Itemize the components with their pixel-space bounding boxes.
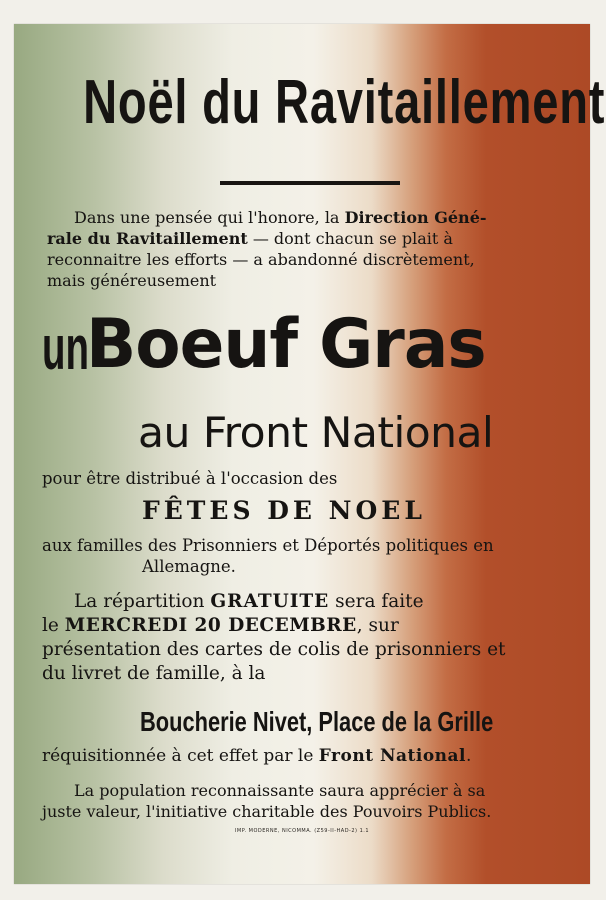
intro-line-3: reconnaitre les efforts — a abandonné discrètement, (47, 250, 475, 269)
ravitaillement-text: rale du Ravitaillement (47, 229, 248, 248)
headline-front-national: au Front National (138, 408, 494, 457)
gratuite-text: GRATUITE (210, 591, 330, 612)
population-line-1: La population reconnaissante saura apprécier à sa (74, 781, 486, 800)
repartition-text: , sur (356, 615, 399, 636)
families-line-2: Allemagne. (142, 557, 236, 576)
repartition-text: le (42, 615, 65, 636)
requisition-text: . (466, 746, 472, 766)
boucherie-nivet: Boucherie Nivet, Place de la Grille (140, 706, 494, 737)
intro-line-1 (74, 208, 487, 227)
date-text: MERCREDI 20 DECEMBRE (64, 615, 357, 636)
intro-text: — dont chacun se plait à (247, 229, 453, 248)
title-underline (220, 181, 400, 185)
intro-line-2 (47, 229, 453, 248)
repartition-line-3: présentation des cartes de colis de prisonniers et (42, 639, 506, 660)
poster (14, 24, 606, 884)
headline-boeuf-gras: Boeuf Gras (86, 305, 486, 384)
repartition-text: sera faite (329, 591, 424, 612)
poster-title: Noël du Ravitaillement (83, 68, 606, 137)
requisition-line (42, 747, 471, 766)
headline-un: un (42, 314, 89, 383)
printer-imprint: IMP. MODERNE, NICOMMA. (Z59-II-HAD-2) 1.1 (234, 828, 370, 834)
distribution-line: pour être distribué à l'occasion des (42, 469, 338, 488)
repartition-text: La répartition (74, 591, 211, 612)
repartition-line-2 (42, 615, 399, 637)
families-line-1: aux familles des Prisonniers et Déportés politiques en (42, 536, 494, 555)
repartition-line-4: du livret de famille, à la (42, 663, 266, 684)
front-national-text: Front National (318, 746, 467, 766)
population-line-2: juste valeur, l'initiative charitable des Pouvoirs Publics. (42, 802, 492, 821)
intro-text: Dans une pensée qui l'honore, la (74, 208, 345, 227)
repartition-line-1 (74, 591, 424, 613)
direction-generale-text: Direction Géné- (344, 208, 487, 227)
fetes-de-noel: FÊTES DE NOEL (142, 496, 426, 525)
intro-line-4: mais généreusement (47, 271, 217, 290)
requisition-text: réquisitionnée à cet effet par le (42, 746, 319, 766)
